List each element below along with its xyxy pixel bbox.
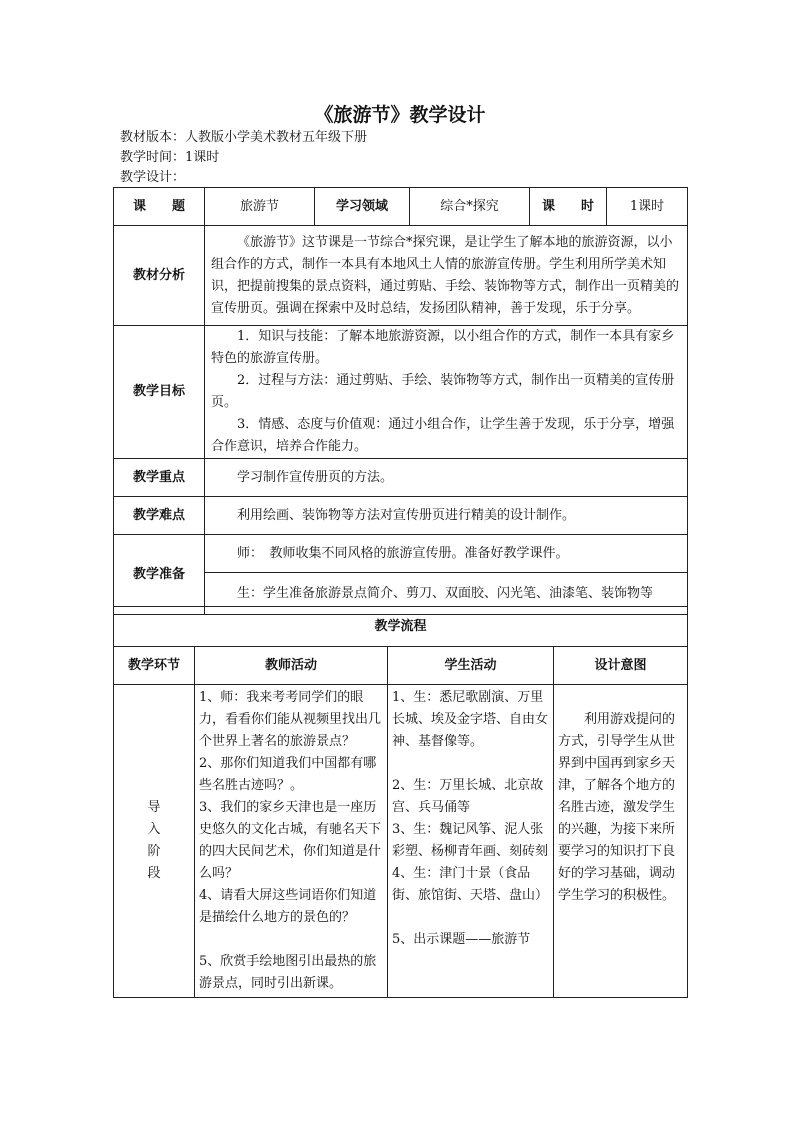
meta-edition: 教材版本：人教版小学美术教材五年级下册 <box>120 130 368 145</box>
lesson-info-table <box>113 187 688 615</box>
student-activity: 5、出示课题——旅游节 <box>392 932 531 947</box>
flow-title: 教学流程 <box>114 607 688 647</box>
prep-teacher-text: 师： 教师收集不同风格的旅游宣传册。准备好教学课件。 <box>237 545 569 561</box>
goals-row <box>114 326 688 459</box>
hours-value: 1课时 <box>607 188 688 226</box>
teacher-activity: 5、欣赏手绘地图引出最热的旅游景点，同时引出新课。 <box>199 954 377 991</box>
course-row <box>114 188 688 226</box>
stage-char: 阶 <box>147 844 161 859</box>
goal-item: 3．情感、态度与价值观：通过小组合作，让学生善于发现，乐于分享，增强合作意识，培养合作能力。 <box>211 417 675 454</box>
student-activity: 2、生：万里长城、北京故宫、兵马俑等 <box>392 778 544 815</box>
analysis-row <box>114 226 688 326</box>
stage-char: 导 <box>147 800 161 815</box>
meta-time: 教学时间：1课时 <box>120 150 220 165</box>
teacher-activities <box>195 685 388 998</box>
course-label: 课 题 <box>114 188 205 226</box>
teaching-flow-table <box>113 606 688 998</box>
flow-header-stage: 教学环节 <box>114 647 195 685</box>
stage-char: 段 <box>147 866 161 881</box>
student-activity: 1、生：悉尼歌剧演、万里长城、埃及金字塔、自由女神、基督像等。 <box>392 690 549 749</box>
flow-header-row <box>114 647 688 685</box>
difficulty-text: 利用绘画、装饰物等方法对宣传册页进行精美的设计制作。 <box>237 507 576 523</box>
domain-value: 综合*探究 <box>410 188 530 226</box>
flow-intro-row <box>114 685 688 998</box>
analysis-text: 《旅游节》这节课是一节综合*探究课，是让学生了解本地的旅游资源，以小组合作的方式，制作一本具有本地风土人情的旅游宣传册。学生利用所学美术知识，把提前搜集的景点资料，通过剪贴、手绘、装饰物等方式，制作出一页精美的宣传册页。强调在探索中及时总结，发扬团队精神，善于发现，乐于分享。 <box>211 234 680 316</box>
design-intent: 利用游戏提问的方式，引导学生从世界到中国再到家乡天津，了解各个地方的名胜古迹，激发学生的兴趣，为接下来所要学习的知识打下良好的学习基础，调动学生学习的积极性。 <box>558 712 676 903</box>
difficulty-row <box>114 497 688 535</box>
prep-label: 教学准备 <box>114 535 205 615</box>
stage-intro <box>114 685 195 998</box>
flow-header-student: 学生活动 <box>388 647 554 685</box>
analysis-label: 教材分析 <box>114 226 205 326</box>
key-point-text: 学习制作宣传册页的方法。 <box>237 469 394 485</box>
student-activities <box>388 685 554 998</box>
prep-teacher-row <box>114 535 688 573</box>
teacher-activity: 2、那你们知道我们中国都有哪些名胜古迹吗？。 <box>199 756 377 793</box>
document-title: 《旅游节》教学设计 <box>314 104 486 126</box>
flow-header-intent: 设计意图 <box>554 647 688 685</box>
hours-label: 课 时 <box>530 188 607 226</box>
goals-label: 教学目标 <box>114 326 205 459</box>
goal-item: 1．知识与技能：了解本地旅游资源，以小组合作的方式，制作一本具有家乡特色的旅游宣传册。 <box>211 329 675 366</box>
course-value: 旅游节 <box>205 188 315 226</box>
design-intent-cell <box>554 685 688 998</box>
difficulty-label: 教学难点 <box>114 497 205 535</box>
key-point-label: 教学重点 <box>114 459 205 497</box>
goal-item: 2．过程与方法：通过剪贴、手绘、装饰物等方式，制作出一页精美的宣传册页。 <box>211 373 675 410</box>
student-activity: 4、生：津门十景（食品街、旅馆街、天塔、盘山） <box>392 866 549 903</box>
teacher-activity: 1、师：我来考考同学们的眼力，看看你们能从视频里找出几个世界上著名的旅游景点？ <box>199 690 382 749</box>
prep-student-text: 生：学生准备旅游景点简介、剪刀、双面胶、闪光笔、油漆笔、装饰物等 <box>237 585 654 601</box>
key-point-row <box>114 459 688 497</box>
student-activity: 3、生：魏记风筝、泥人张彩塑、杨柳青年画、刻砖刻 <box>392 822 549 859</box>
flow-title-row <box>114 607 688 647</box>
teacher-activity: 4、请看大屏这些词语你们知道是描绘什么地方的景色的？ <box>199 888 377 925</box>
flow-header-teacher: 教师活动 <box>195 647 388 685</box>
domain-label: 学习领域 <box>315 188 410 226</box>
teacher-activity: 3、我们的家乡天津也是一座历史悠久的文化古城，有驰名天下的四大民间艺术，你们知道是什么吗？ <box>199 800 382 881</box>
stage-char: 入 <box>147 822 161 837</box>
meta-design: 教学设计： <box>120 170 186 185</box>
